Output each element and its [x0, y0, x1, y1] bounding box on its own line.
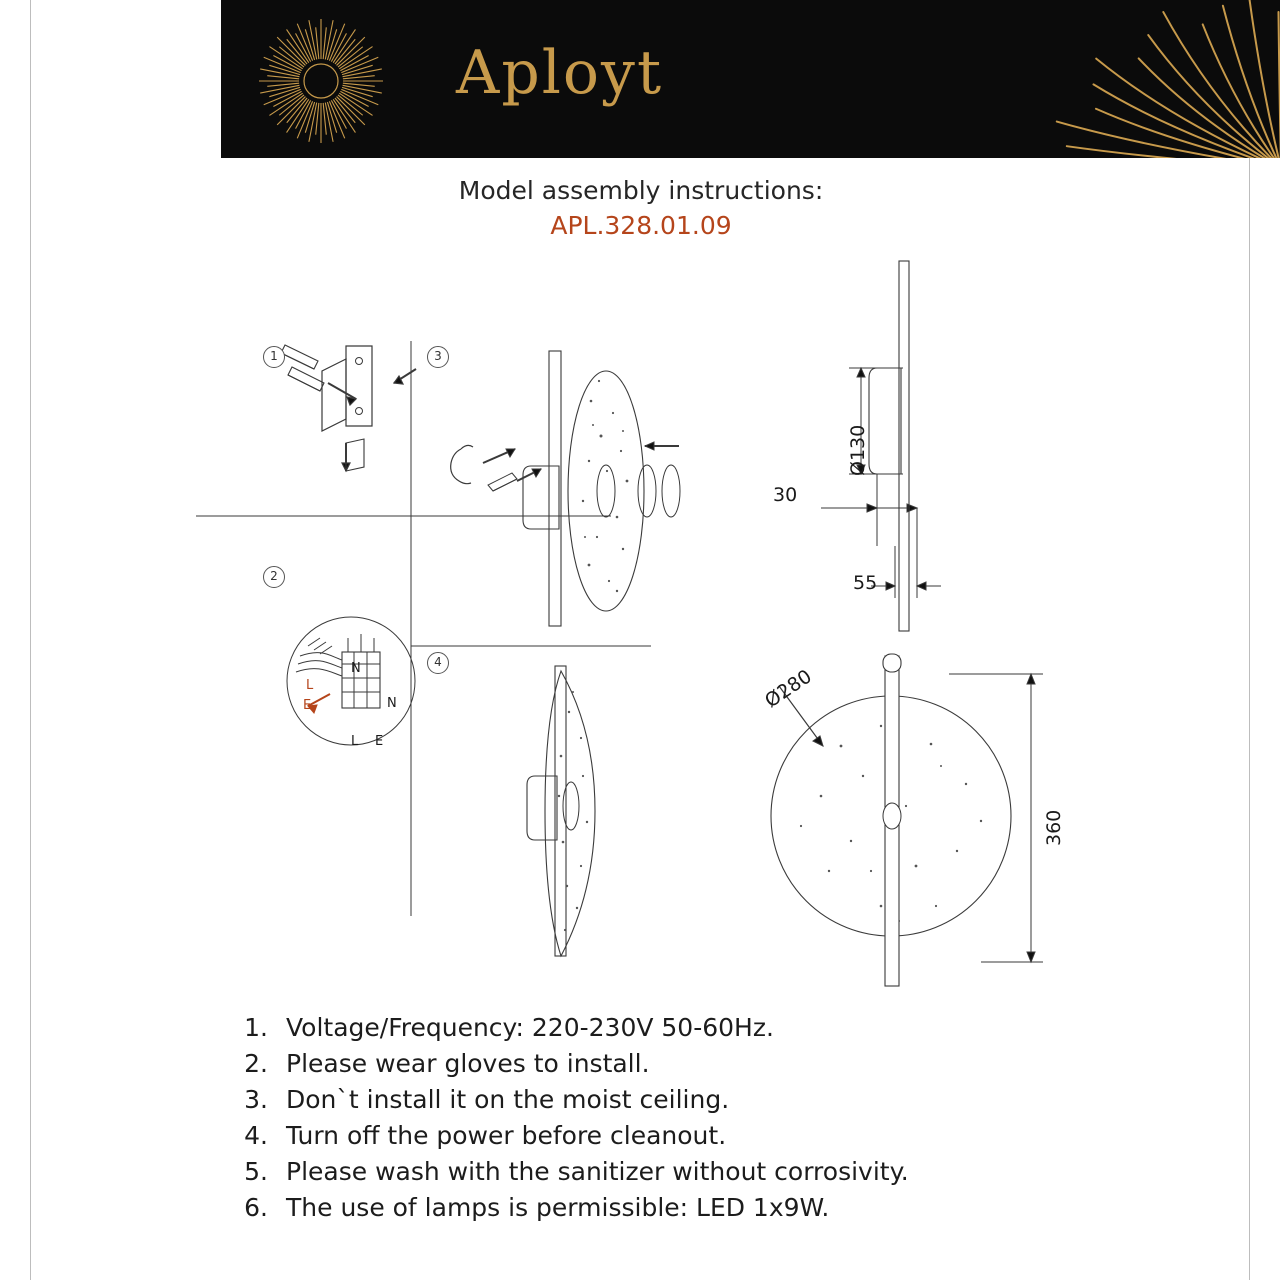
note-item: [31, 1118, 1251, 1154]
dimension-height-360: 360: [1043, 809, 1065, 846]
wire-label-n2: N: [387, 696, 397, 711]
page-title: Model assembly instructions:: [458, 176, 824, 205]
dimension-diameter-130: Ø130: [847, 424, 869, 476]
palm-fan-icon: [951, 0, 1280, 158]
note-number: 2.: [244, 1049, 268, 1078]
sunburst-icon: [256, 16, 386, 146]
wire-label-n1: N: [351, 661, 361, 676]
page-sheet: [30, 0, 1250, 1280]
wire-label-e1: E: [303, 698, 312, 713]
step-number-2: 2: [263, 566, 285, 588]
note-text: The use of lamps is permissible: LED 1x9W.: [286, 1193, 830, 1222]
wire-label-e2: E: [375, 734, 384, 749]
model-code: APL.328.01.09: [550, 211, 732, 240]
note-number: 3.: [244, 1085, 268, 1114]
note-item: [31, 1082, 1251, 1118]
note-item: [31, 1154, 1251, 1190]
note-item: [31, 1010, 1251, 1046]
note-number: 5.: [244, 1157, 268, 1186]
note-number: 4.: [244, 1121, 268, 1150]
brand-banner: [221, 0, 1280, 158]
step-number-4: 4: [427, 652, 449, 674]
dimension-diameter-280: Ø280: [761, 665, 816, 713]
dimension-depth-30: 30: [773, 484, 798, 506]
dimension-depth-55: 55: [853, 572, 878, 594]
safety-notes-list: [31, 1010, 1251, 1226]
assembly-diagram: [31, 246, 1251, 1006]
diagram-vectors: [31, 246, 1251, 1006]
note-text: Don`t install it on the moist ceiling.: [286, 1085, 730, 1114]
note-number: 1.: [244, 1013, 268, 1042]
step-number-3: 3: [427, 346, 449, 368]
brand-name: Aployt: [456, 38, 664, 108]
note-text: Turn off the power before cleanout.: [286, 1121, 727, 1150]
note-item: [31, 1190, 1251, 1226]
note-text: Voltage/Frequency: 220-230V 50-60Hz.: [286, 1013, 774, 1042]
note-text: Please wash with the sanitizer without corrosivity.: [286, 1157, 909, 1186]
wire-label-l2: L: [351, 734, 359, 749]
step-number-1: 1: [263, 346, 285, 368]
wire-label-l1: L: [306, 678, 314, 693]
note-item: [31, 1046, 1251, 1082]
note-number: 6.: [244, 1193, 268, 1222]
note-text: Please wear gloves to install.: [286, 1049, 650, 1078]
